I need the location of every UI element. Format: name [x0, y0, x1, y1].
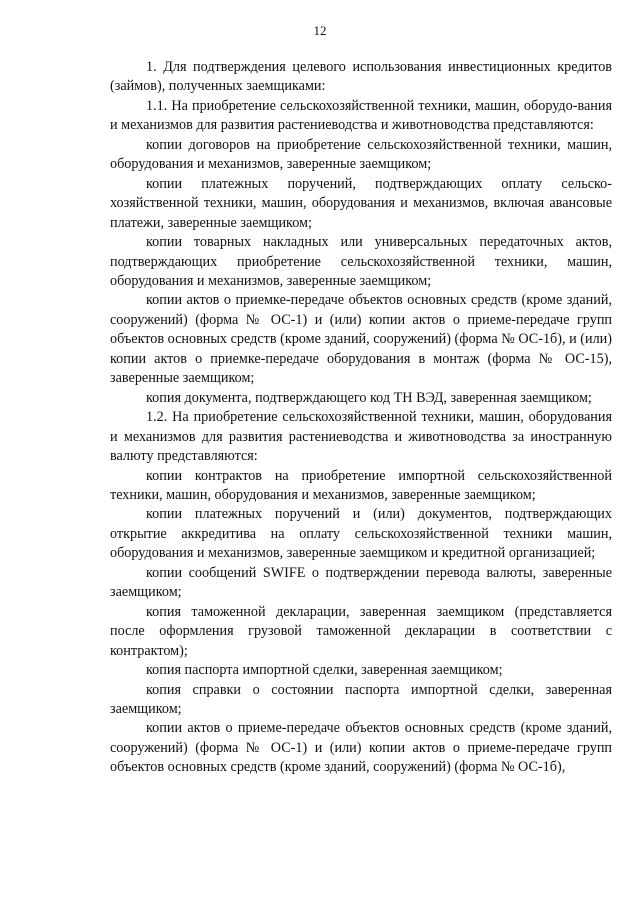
subsection-1-2-heading: 1.2. На приобретение сельскохозяйственной техники, машин, оборудования и механизмов для развития растениеводства и животноводства за иностранную валюту представляются:	[110, 409, 612, 465]
list-item: копия таможенной декларации, заверенная заемщиком (представляется после оформления грузовой таможенной декларации в соответствии с контрактом);	[110, 603, 612, 659]
document-body	[110, 58, 612, 778]
list-item: копия документа, подтверждающего код ТН ВЭД, заверенная заемщиком;	[146, 389, 592, 406]
list-item: копии платежных поручений и (или) документов, подтверждающих открытие аккредитива на оплату сельскохозяйственной техники машин, оборудования и механизмов, заверенные заемщиком и кредитной организацией;	[110, 506, 612, 562]
subsection-1-1-heading: 1.1. На приобретение сельскохозяйственной техники, машин, оборудо-вания и механизмов для развития растениеводства и животноводства представляются:	[110, 97, 612, 134]
list-item: копии платежных поручений, подтверждающих оплату сельско-хозяйственной техники, машин, оборудования и механизмов, включая авансовые платежи, заверенные заемщиком;	[110, 175, 612, 231]
list-item: копии контрактов на приобретение импортной сельскохозяйственной техники, машин, оборудования и механизмов, заверенные заемщиком;	[110, 467, 612, 503]
list-item: копии актов о приемке-передаче объектов основных средств (кроме зданий, сооружений) (форма № ОС-1) и (или) копии актов о приеме-передаче групп объектов основных средств (кроме зданий, сооружений) (форма № ОС-1б), и (или) копии актов о приемке-передаче оборудования в монтаж (форма № ОС-15), заверенные заемщиком;	[110, 292, 612, 387]
page-number: 12	[313, 23, 327, 38]
list-item: копия паспорта импортной сделки, заверенная заемщиком;	[146, 662, 503, 679]
section-1-heading: 1. Для подтверждения целевого использования инвестиционных кредитов (займов), полученных заемщиками:	[110, 59, 612, 95]
list-item: копии сообщений SWIFE о подтверждении перевода валюты, заверенные заемщиком;	[110, 564, 612, 601]
list-item: копии договоров на приобретение сельскохозяйственной техники, машин, оборудования и механизмов, заверенные заемщиком;	[110, 136, 612, 173]
list-item: копия справки о состоянии паспорта импортной сделки, заверенная заемщиком;	[110, 681, 612, 717]
list-item: копии товарных накладных или универсальных передаточных актов, подтверждающих приобретение сельскохозяйственной техники, машин, оборудования и механизмов, заверенные заемщиком;	[110, 234, 612, 289]
list-item: копии актов о приеме-передаче объектов основных средств (кроме зданий, сооружений) (форма № ОС-1) и (или) копии актов о приеме-передаче групп объектов основных средств (кроме зданий, сооружений) (форма № ОС-1б),	[110, 720, 612, 776]
